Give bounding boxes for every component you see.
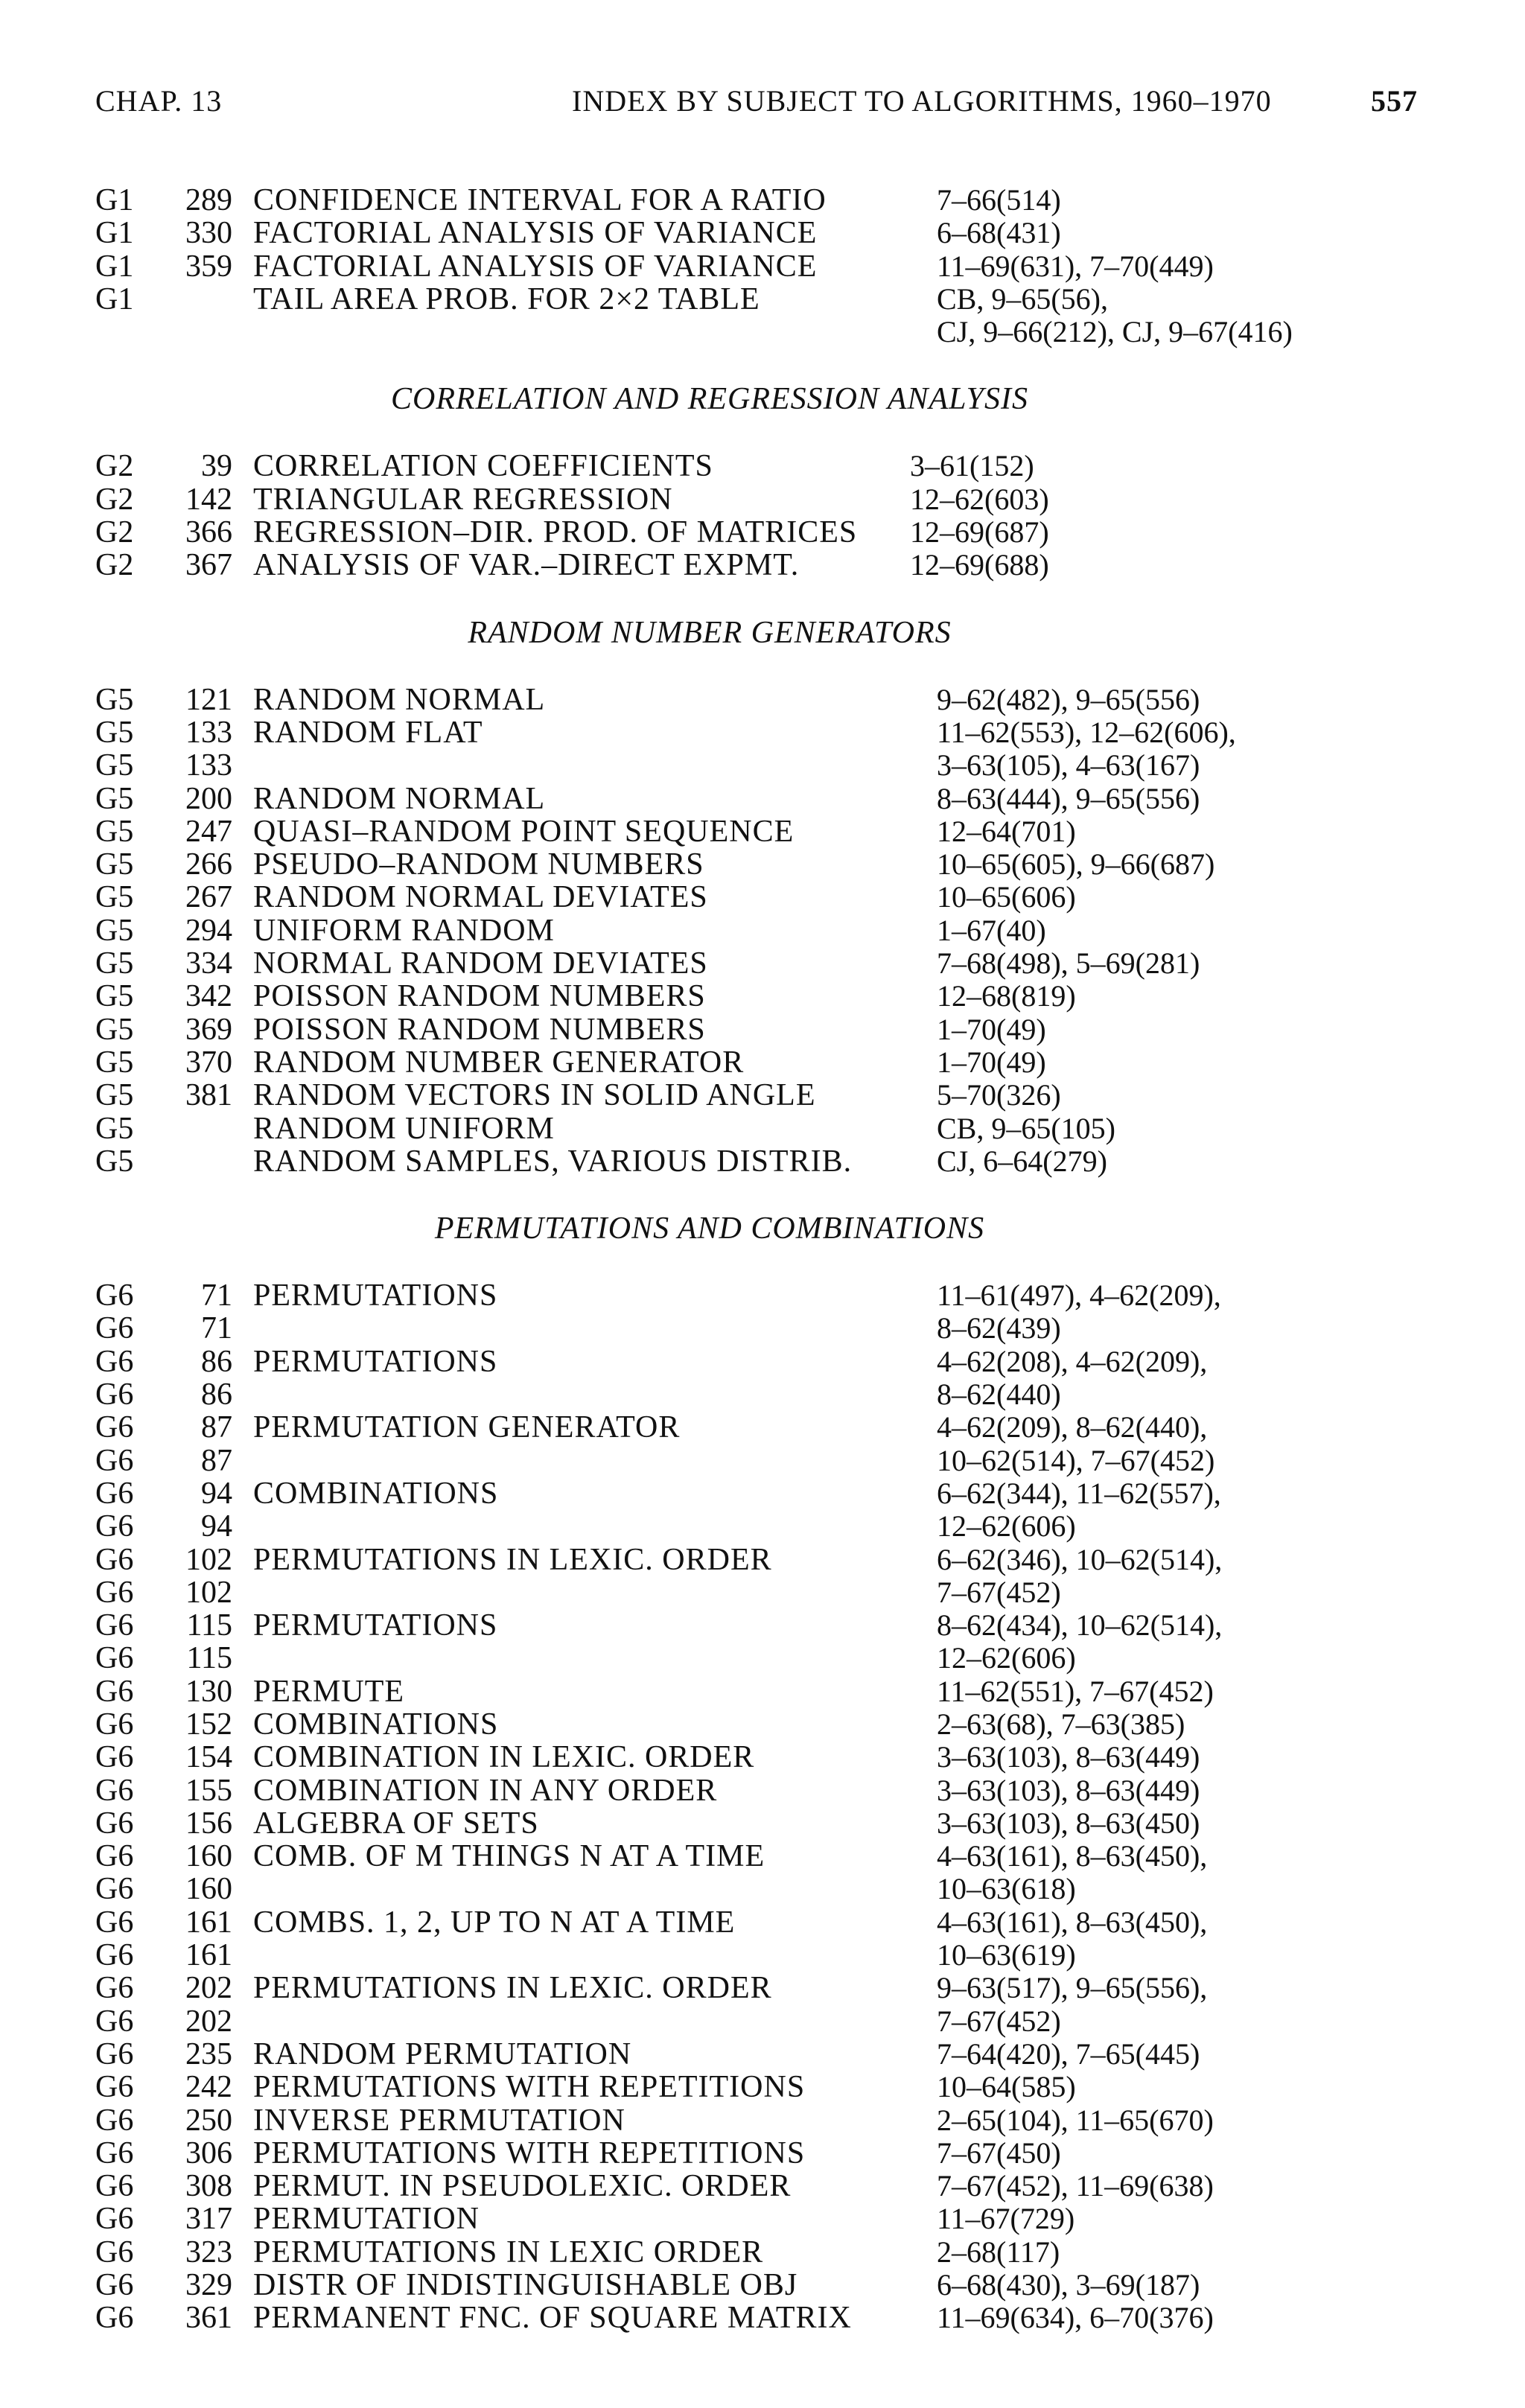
algorithm-class: G2 [95, 515, 134, 550]
algorithm-title: PSEUDO–RANDOM NUMBERS [253, 847, 704, 882]
algorithm-title: FACTORIAL ANALYSIS OF VARIANCE [253, 216, 818, 251]
index-entry [95, 1609, 1428, 1642]
citation-reference: 1–70(49) [937, 1012, 1046, 1046]
algorithm-class: G6 [95, 2070, 134, 2105]
algorithm-class: G1 [95, 216, 134, 251]
algorithm-class: G6 [95, 2169, 134, 2204]
citation-reference: 5–70(326) [937, 1078, 1061, 1112]
algorithm-number: 370 [185, 1045, 232, 1080]
algorithm-number: 294 [185, 913, 232, 948]
algorithm-number: 366 [185, 515, 232, 550]
algorithm-number: 155 [185, 1773, 232, 1808]
algorithm-number: 121 [185, 682, 232, 717]
algorithm-title: RANDOM VECTORS IN SOLID ANGLE [253, 1078, 816, 1113]
index-entry [95, 217, 1428, 249]
algorithm-number: 154 [185, 1740, 232, 1775]
citation-reference: CB, 9–65(105) [937, 1111, 1115, 1145]
algorithm-class: G6 [95, 2036, 134, 2071]
algorithm-title: PERMUTATIONS IN LEXIC ORDER [253, 2235, 764, 2270]
citation-reference: 3–63(103), 8–63(449) [937, 1773, 1200, 1807]
index-entry [95, 2137, 1428, 2170]
algorithm-class: G1 [95, 249, 134, 284]
algorithm-class: G5 [95, 913, 134, 948]
algorithm-number: 306 [185, 2135, 232, 2170]
algorithm-class: G5 [95, 1144, 134, 1179]
algorithm-number: 200 [185, 781, 232, 816]
algorithm-title: PERMUT. IN PSEUDOLEXIC. ORDER [253, 2169, 792, 2204]
algorithm-class: G6 [95, 1641, 134, 1676]
index-entry [95, 783, 1428, 815]
algorithm-class: G6 [95, 2103, 134, 2138]
algorithm-title: UNIFORM RANDOM [253, 913, 555, 948]
algorithm-title: RANDOM UNIFORM [253, 1111, 555, 1146]
index-entry [95, 848, 1428, 881]
index-entry [95, 450, 1428, 482]
algorithm-class: G6 [95, 1839, 134, 1874]
algorithm-title: PERMUTATIONS [253, 1344, 498, 1379]
algorithm-class: G6 [95, 1410, 134, 1445]
algorithm-title: PERMUTATIONS IN LEXIC. ORDER [253, 1542, 772, 1577]
algorithm-class: G5 [95, 1012, 134, 1047]
citation-reference: 2–65(104), 11–65(670) [937, 2103, 1214, 2137]
running-header [95, 83, 1418, 136]
index-entry [95, 549, 1428, 582]
index-entry [95, 1510, 1428, 1543]
algorithm-title: PERMUTATIONS [253, 1278, 498, 1313]
algorithm-class: G6 [95, 1905, 134, 1940]
algorithm-title: RANDOM NORMAL DEVIATES [253, 880, 708, 915]
citation-reference: 6–68(430), 3–69(187) [937, 2268, 1200, 2302]
citation-reference: 12–64(701) [937, 814, 1076, 848]
algorithm-number: 133 [185, 748, 232, 783]
index-entry [95, 947, 1428, 980]
algorithm-number: 156 [185, 1806, 232, 1841]
algorithm-number: 267 [185, 880, 232, 915]
citation-reference: 12–62(606) [937, 1641, 1076, 1675]
citation-reference: 11–67(729) [937, 2202, 1075, 2236]
algorithm-class: G6 [95, 2268, 134, 2303]
citation-reference: 8–62(439) [937, 1311, 1061, 1345]
algorithm-class: G6 [95, 1740, 134, 1775]
index-entry [95, 749, 1428, 782]
index-entry [95, 2302, 1428, 2334]
index-entry [95, 1708, 1428, 1741]
citation-reference: CJ, 6–64(279) [937, 1144, 1107, 1178]
algorithm-title: ANALYSIS OF VAR.–DIRECT EXPMT. [253, 548, 800, 583]
citation-reference: 12–69(688) [910, 548, 1049, 582]
algorithm-number: 86 [201, 1377, 232, 1412]
algorithm-number: 317 [185, 2202, 232, 2237]
algorithm-number: 342 [185, 979, 232, 1014]
algorithm-number: 87 [201, 1443, 232, 1478]
index-entry [95, 716, 1428, 749]
algorithm-class: G6 [95, 1344, 134, 1379]
index-entry [95, 1378, 1428, 1411]
index-entry [95, 2104, 1428, 2137]
algorithm-class: G5 [95, 682, 134, 717]
algorithm-class: G6 [95, 1509, 134, 1544]
algorithm-number: 115 [186, 1641, 232, 1676]
algorithm-class: G5 [95, 847, 134, 882]
algorithm-class: G2 [95, 482, 134, 517]
index-entry [95, 1112, 1428, 1145]
algorithm-number: 247 [185, 814, 232, 849]
index-entry [95, 881, 1428, 914]
algorithm-class: G6 [95, 1674, 134, 1709]
algorithm-class: G6 [95, 1773, 134, 1808]
algorithm-number: 161 [185, 1938, 232, 1973]
citation-reference: 12–69(687) [910, 515, 1049, 550]
index-entry [95, 1774, 1428, 1807]
citation-reference: 7–68(498), 5–69(281) [937, 946, 1200, 981]
algorithm-number: 323 [185, 2235, 232, 2270]
index-section [95, 582, 1428, 1178]
algorithm-number: 242 [185, 2070, 232, 2105]
algorithm-title: CONFIDENCE INTERVAL FOR A RATIO [253, 183, 827, 217]
algorithm-number: 152 [185, 1707, 232, 1742]
index-entry [95, 1477, 1428, 1510]
algorithm-title: COMBINATION IN ANY ORDER [253, 1773, 718, 1808]
algorithm-number: 367 [185, 548, 232, 583]
algorithm-class: G5 [95, 715, 134, 750]
index-entry [95, 914, 1428, 947]
algorithm-class: G6 [95, 1575, 134, 1610]
index-entry [95, 1312, 1428, 1345]
index-entry [95, 1079, 1428, 1112]
citation-reference: 11–61(497), 4–62(209), [937, 1278, 1221, 1313]
algorithm-class: G6 [95, 2004, 134, 2039]
algorithm-title: PERMUTATIONS IN LEXIC. ORDER [253, 1971, 772, 2006]
algorithm-title: PERMUTE [253, 1674, 405, 1709]
algorithm-title: COMB. OF M THINGS N AT A TIME [253, 1839, 765, 1874]
index-entry [95, 283, 1428, 316]
citation-reference: 6–62(346), 10–62(514), [937, 1542, 1223, 1576]
index-entry [95, 1873, 1428, 1905]
algorithm-class: G5 [95, 946, 134, 981]
index-entry [95, 1642, 1428, 1675]
index-entry [95, 1145, 1428, 1178]
algorithm-number: 361 [185, 2301, 232, 2336]
citation-reference: 7–67(452), 11–69(638) [937, 2169, 1214, 2203]
algorithm-class: G1 [95, 183, 134, 217]
citation-reference: 7–64(420), 7–65(445) [937, 2036, 1200, 2071]
algorithm-number: 381 [185, 1078, 232, 1113]
algorithm-class: G6 [95, 1377, 134, 1412]
index-entry [95, 1445, 1428, 1477]
index-section [95, 184, 1428, 348]
algorithm-class: G6 [95, 2301, 134, 2336]
algorithm-title: POISSON RANDOM NUMBERS [253, 1012, 706, 1047]
index-entry [95, 1411, 1428, 1444]
index-entry [95, 1840, 1428, 1873]
index-entry [95, 684, 1428, 716]
algorithm-title: RANDOM NUMBER GENERATOR [253, 1045, 745, 1080]
algorithm-class: G5 [95, 781, 134, 816]
algorithm-title: DISTR OF INDISTINGUISHABLE OBJ [253, 2268, 798, 2303]
algorithm-number: 334 [185, 946, 232, 981]
algorithm-title: QUASI–RANDOM POINT SEQUENCE [253, 814, 795, 849]
citation-reference: 1–67(40) [937, 913, 1046, 947]
citation-reference: 6–68(431) [937, 216, 1061, 250]
algorithm-title: PERMUTATIONS WITH REPETITIONS [253, 2070, 806, 2105]
citation-reference: 12–62(603) [910, 482, 1049, 516]
algorithm-number: 289 [185, 183, 232, 217]
algorithm-class: G6 [95, 1971, 134, 2006]
index-entry [95, 1972, 1428, 2004]
index-entry [95, 1741, 1428, 1774]
index-entry [95, 2005, 1428, 2038]
algorithm-class: G6 [95, 1443, 134, 1478]
section-heading: PERMUTATIONS AND COMBINATIONS [434, 1211, 985, 1246]
algorithm-number: 202 [185, 2004, 232, 2039]
algorithm-number: 130 [185, 1674, 232, 1709]
citation-reference: 7–67(450) [937, 2135, 1061, 2170]
algorithm-number: 160 [185, 1839, 232, 1874]
algorithm-number: 102 [185, 1542, 232, 1577]
algorithm-title: TAIL AREA PROB. FOR 2×2 TABLE [253, 281, 760, 316]
page-number: 557 [1371, 84, 1418, 118]
citation-reference: 7–66(514) [937, 183, 1061, 217]
citation-reference: 11–62(553), 12–62(606), [937, 715, 1236, 749]
index-entry [95, 184, 1428, 217]
citation-reference: 1–70(49) [937, 1045, 1046, 1079]
citation-reference: 4–62(208), 4–62(209), [937, 1344, 1208, 1378]
algorithm-class: G6 [95, 2135, 134, 2170]
citation-reference: 4–62(209), 8–62(440), [937, 1410, 1208, 1445]
algorithm-class: G5 [95, 1045, 134, 1080]
citation-reference: 10–65(605), 9–66(687) [937, 847, 1215, 882]
citation-reference: 11–69(634), 6–70(376) [937, 2301, 1214, 2335]
citation-reference: 10–62(514), 7–67(452) [937, 1443, 1215, 1477]
algorithm-number: 39 [201, 449, 232, 484]
algorithm-number: 308 [185, 2169, 232, 2204]
algorithm-title: PERMANENT FNC. OF SQUARE MATRIX [253, 2301, 852, 2336]
algorithm-title: COMBINATION IN LEXIC. ORDER [253, 1740, 755, 1775]
algorithm-number: 133 [185, 715, 232, 750]
index-entry [95, 250, 1428, 283]
index-entry [95, 2071, 1428, 2103]
algorithm-class: G6 [95, 1707, 134, 1742]
algorithm-title: NORMAL RANDOM DEVIATES [253, 946, 708, 981]
index-section [95, 348, 1428, 582]
index-entry [95, 1345, 1428, 1378]
citation-reference: 2–68(117) [937, 2235, 1060, 2269]
citation-reference: 10–64(585) [937, 2070, 1076, 2104]
algorithm-class: G6 [95, 1278, 134, 1313]
citation-reference: 8–63(444), 9–65(556) [937, 781, 1200, 815]
citation-reference: 9–63(517), 9–65(556), [937, 1971, 1208, 2005]
algorithm-number: 250 [185, 2103, 232, 2138]
citation-reference: CB, 9–65(56), [937, 281, 1108, 316]
index-entry [95, 483, 1428, 516]
algorithm-title: REGRESSION–DIR. PROD. OF MATRICES [253, 515, 858, 550]
algorithm-number: 142 [185, 482, 232, 517]
algorithm-title: RANDOM FLAT [253, 715, 483, 750]
index-entry [95, 1279, 1428, 1312]
algorithm-number: 102 [185, 1575, 232, 1610]
citation-reference: 6–62(344), 11–62(557), [937, 1476, 1221, 1510]
algorithm-title: PERMUTATIONS [253, 1608, 498, 1643]
index-entry [95, 2236, 1428, 2269]
index-entry [95, 2202, 1428, 2235]
algorithm-title: ALGEBRA OF SETS [253, 1806, 539, 1841]
algorithm-title: POISSON RANDOM NUMBERS [253, 979, 706, 1014]
algorithm-number: 235 [185, 2036, 232, 2071]
algorithm-number: 330 [185, 216, 232, 251]
algorithm-title: COMBINATIONS [253, 1476, 499, 1511]
algorithm-title: PERMUTATIONS WITH REPETITIONS [253, 2135, 806, 2170]
index-entry [95, 2170, 1428, 2202]
algorithm-title: TRIANGULAR REGRESSION [253, 482, 673, 517]
index-entry [95, 1576, 1428, 1609]
citation-reference: 9–62(482), 9–65(556) [937, 682, 1200, 716]
index-entry [95, 980, 1428, 1013]
citation-reference: 8–62(440) [937, 1377, 1061, 1412]
citation-reference: 8–62(434), 10–62(514), [937, 1608, 1223, 1643]
index-entry [95, 1906, 1428, 1939]
algorithm-number: 369 [185, 1012, 232, 1047]
algorithm-title: INVERSE PERMUTATION [253, 2103, 625, 2138]
algorithm-class: G6 [95, 1938, 134, 1973]
citation-reference: 3–63(105), 4–63(167) [937, 748, 1200, 783]
algorithm-number: 115 [186, 1608, 232, 1643]
algorithm-title: RANDOM SAMPLES, VARIOUS DISTRIB. [253, 1144, 853, 1179]
algorithm-number: 71 [201, 1311, 232, 1346]
citation-reference: 10–63(618) [937, 1872, 1076, 1906]
algorithm-class: G6 [95, 1542, 134, 1577]
algorithm-title: FACTORIAL ANALYSIS OF VARIANCE [253, 249, 818, 284]
algorithm-number: 87 [201, 1410, 232, 1445]
algorithm-class: G5 [95, 748, 134, 783]
algorithm-number: 160 [185, 1872, 232, 1907]
algorithm-number: 359 [185, 249, 232, 284]
algorithm-number: 202 [185, 1971, 232, 2006]
index-content [95, 184, 1428, 2335]
algorithm-title: PERMUTATION [253, 2202, 480, 2237]
chapter-label: CHAP. 13 [95, 84, 223, 118]
citation-reference: 12–62(606) [937, 1509, 1076, 1544]
index-entry [95, 316, 1428, 348]
index-entry [95, 1013, 1428, 1046]
citation-reference: 11–62(551), 7–67(452) [937, 1674, 1214, 1708]
index-section [95, 1178, 1428, 2335]
algorithm-class: G2 [95, 449, 134, 484]
citation-reference: 10–65(606) [937, 880, 1076, 914]
algorithm-class: G6 [95, 1872, 134, 1907]
algorithm-title: RANDOM NORMAL [253, 682, 546, 717]
algorithm-class: G6 [95, 2235, 134, 2270]
algorithm-class: G1 [95, 281, 134, 316]
algorithm-number: 266 [185, 847, 232, 882]
citation-reference: 2–63(68), 7–63(385) [937, 1707, 1185, 1741]
citation-reference: CJ, 9–66(212), CJ, 9–67(416) [937, 315, 1293, 349]
citation-reference: 3–63(103), 8–63(449) [937, 1740, 1200, 1774]
algorithm-number: 94 [201, 1509, 232, 1544]
algorithm-class: G2 [95, 548, 134, 583]
index-entry [95, 815, 1428, 848]
algorithm-class: G6 [95, 2202, 134, 2237]
index-entry [95, 2038, 1428, 2071]
algorithm-class: G5 [95, 979, 134, 1014]
index-entry [95, 1807, 1428, 1840]
algorithm-class: G6 [95, 1476, 134, 1511]
index-entry [95, 2269, 1428, 2302]
algorithm-class: G6 [95, 1311, 134, 1346]
algorithm-class: G5 [95, 814, 134, 849]
algorithm-class: G6 [95, 1806, 134, 1841]
index-entry [95, 1046, 1428, 1079]
citation-reference: 10–63(619) [937, 1938, 1076, 1972]
algorithm-class: G5 [95, 1078, 134, 1113]
citation-reference: 7–67(452) [937, 1575, 1061, 1609]
index-entry [95, 1544, 1428, 1576]
algorithm-title: RANDOM PERMUTATION [253, 2036, 632, 2071]
index-entry [95, 1939, 1428, 1972]
section-heading: RANDOM NUMBER GENERATORS [468, 615, 952, 650]
running-title: INDEX BY SUBJECT TO ALGORITHMS, 1960–1970 [572, 84, 1272, 118]
algorithm-number: 71 [201, 1278, 232, 1313]
citation-reference: 4–63(161), 8–63(450), [937, 1905, 1208, 1939]
algorithm-class: G6 [95, 1608, 134, 1643]
section-heading: CORRELATION AND REGRESSION ANALYSIS [391, 382, 1028, 417]
algorithm-title: RANDOM NORMAL [253, 781, 546, 816]
algorithm-number: 161 [185, 1905, 232, 1940]
citation-reference: 3–61(152) [910, 449, 1034, 483]
citation-reference: 12–68(819) [937, 979, 1076, 1013]
citation-reference: 3–63(103), 8–63(450) [937, 1806, 1200, 1840]
citation-reference: 7–67(452) [937, 2004, 1061, 2038]
algorithm-number: 329 [185, 2268, 232, 2303]
index-entry [95, 1675, 1428, 1708]
algorithm-title: PERMUTATION GENERATOR [253, 1410, 681, 1445]
algorithm-title: COMBS. 1, 2, UP TO N AT A TIME [253, 1905, 736, 1940]
algorithm-number: 86 [201, 1344, 232, 1379]
index-entry [95, 516, 1428, 549]
algorithm-class: G5 [95, 880, 134, 915]
algorithm-title: COMBINATIONS [253, 1707, 499, 1742]
citation-reference: 11–69(631), 7–70(449) [937, 249, 1214, 283]
algorithm-title: CORRELATION COEFFICIENTS [253, 449, 713, 484]
citation-reference: 4–63(161), 8–63(450), [937, 1839, 1208, 1873]
algorithm-number: 94 [201, 1476, 232, 1511]
algorithm-class: G5 [95, 1111, 134, 1146]
